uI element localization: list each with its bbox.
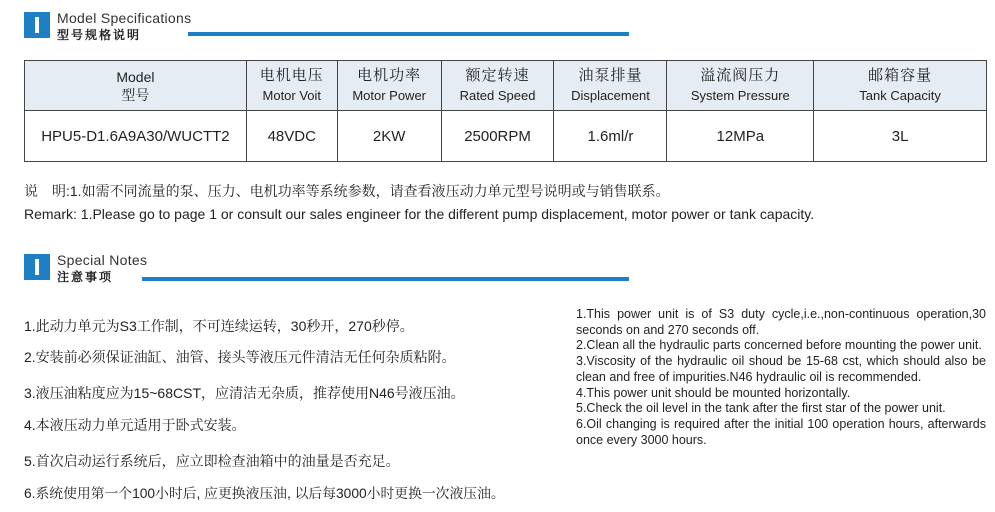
table-header-row	[25, 61, 987, 111]
cell-system-pressure: 12MPa	[667, 111, 814, 162]
remark-cn: 说 明:1.如需不同流量的泵、压力、电机功率等系统参数，请查看液压动力单元型号说明或与销售联系。	[24, 183, 670, 199]
note-cn-4: 4.本液压动力单元适用于卧式安装。	[24, 417, 246, 433]
note-cn-3: 3.液压油粘度应为15~68CST，应清洁无杂质，推荐使用N46号液压油。	[24, 385, 465, 401]
header-en: Tank Capacity	[859, 87, 941, 103]
notes-en	[576, 307, 986, 448]
note-cn-5: 5.首次启动运行系统后，应立即检查油箱中的油量是否充足。	[24, 453, 400, 469]
header-cn: 电机功率	[357, 66, 422, 84]
header-model	[25, 61, 247, 111]
note-en-5: 5.Check the oil level in the tank after the first star of the power unit.	[576, 401, 946, 416]
section-title-cn: 型号规格说明	[57, 28, 142, 42]
header-model-en: Model	[116, 68, 155, 85]
header-model-cn: 型号	[121, 86, 150, 103]
section-divider	[142, 277, 629, 281]
header-cn: 电机电压	[259, 66, 324, 84]
cell-tank-capacity: 3L	[814, 111, 987, 162]
header-motor-voltage	[246, 61, 337, 111]
note-en-3: 3.Viscosity of the hydraulic oil shoud be 15-68 cst, which should also be clean and free of impurities.N46 hydraulic oil is recommended.	[576, 354, 986, 384]
header-en: Motor Voit	[262, 87, 322, 103]
cell-motor-voltage: 48VDC	[246, 111, 337, 162]
header-cn: 邮箱容量	[868, 66, 933, 84]
cell-model: HPU5-D1.6A9A30/WUCTT2	[25, 111, 247, 162]
cell-rated-speed: 2500RPM	[441, 111, 554, 162]
note-cn-6: 6.系统使用第一个100小时后, 应更换液压油, 以后每3000小时更换一次液压油。	[24, 486, 505, 501]
header-displacement	[554, 61, 667, 111]
header-en: Motor Power	[352, 87, 427, 103]
note-en-1: 1.This power unit is of S3 duty cycle,i.e.,non-continuous operation,30 seconds on and 270 seconds off.	[576, 307, 986, 337]
section-marker-icon	[24, 12, 50, 38]
cell-motor-power: 2KW	[337, 111, 441, 162]
header-system-pressure	[667, 61, 814, 111]
header-rated-speed	[441, 61, 554, 111]
note-en-4: 4.This power unit should be mounted horizontally.	[576, 385, 851, 400]
header-tank-capacity	[814, 61, 987, 111]
remark-en: Remark: 1.Please go to page 1 or consult our sales engineer for the different pump displacement, motor power or tank capacity.	[24, 206, 815, 222]
section-title-cn: 注意事项	[57, 270, 114, 284]
note-en-2: 2.Clean all the hydraulic parts concerned before mounting the power unit.	[576, 338, 982, 353]
table-row	[25, 111, 987, 162]
header-en: Displacement	[571, 87, 650, 103]
header-en: System Pressure	[690, 87, 790, 103]
note-en-6: 6.Oil changing is required after the initial 100 operation hours, afterwards once every 3000 hours.	[576, 416, 986, 447]
spec-table	[24, 60, 987, 162]
note-cn-2: 2.安装前必须保证油缸、油管、接头等液压元件清洁无任何杂质粘附。	[24, 349, 456, 365]
header-cn: 溢流阀压力	[700, 66, 781, 84]
note-cn-1: 1.此动力单元为S3工作制，不可连续运转，30秒开，270秒停。	[24, 318, 414, 334]
section-title-en: Special Notes	[57, 252, 148, 268]
section-marker-icon	[24, 254, 50, 280]
header-cn: 额定转速	[465, 66, 530, 84]
section-divider	[188, 32, 629, 36]
cell-displacement: 1.6ml/r	[554, 111, 667, 162]
header-en: Rated Speed	[459, 87, 536, 103]
section-title-en: Model Specifications	[57, 10, 192, 26]
header-motor-power	[337, 61, 441, 111]
header-cn: 油泵排量	[578, 66, 643, 84]
